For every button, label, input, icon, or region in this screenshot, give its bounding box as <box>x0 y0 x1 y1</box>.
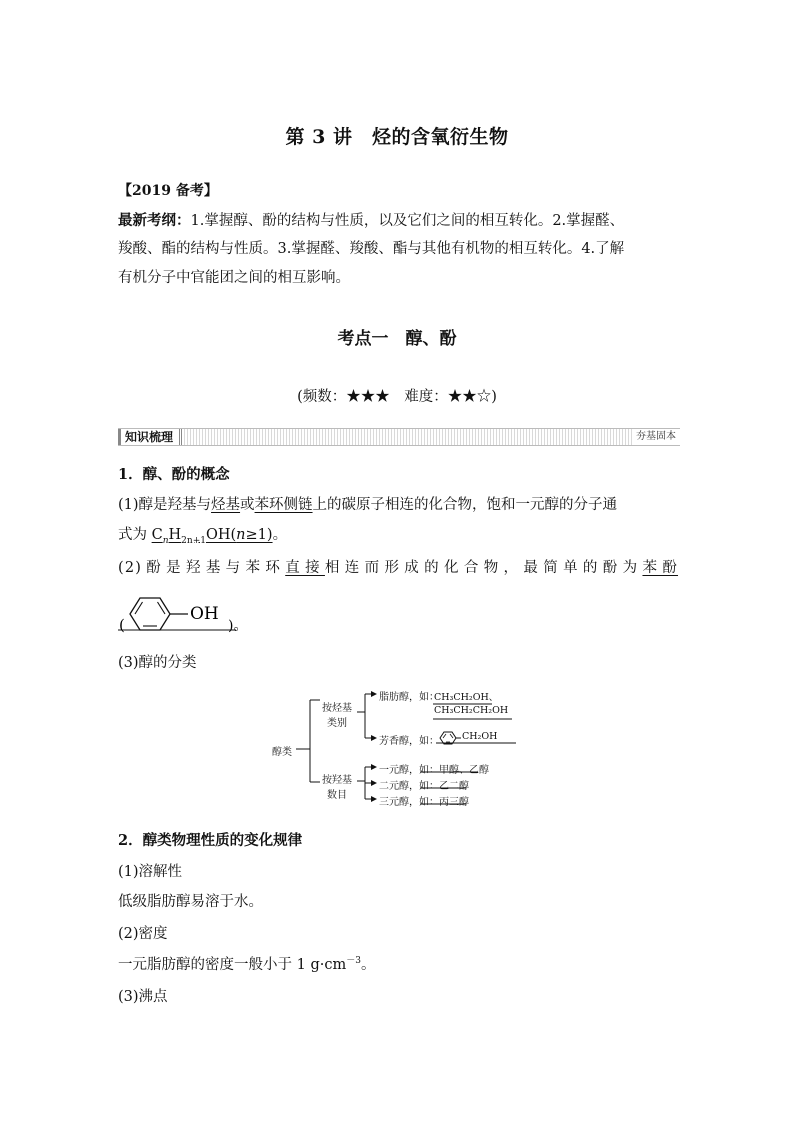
diagram-tri: 三元醇，如：丙三醇 <box>379 797 469 808</box>
phenol-structure <box>118 594 248 634</box>
paragraph-phenol-def: (2)酚是羟基与苯环直接相连而形成的化合物，最简单的酚为苯酚 <box>118 560 679 576</box>
diagram-di: 二元醇，如：乙二醇 <box>379 781 469 792</box>
svg-text:)。: )。 <box>228 618 248 634</box>
prep-tag: 【2019 备考】 <box>118 183 218 199</box>
diagram-aromatic-ex: CH₂OH <box>462 731 498 742</box>
frequency-difficulty: (频数：★★★ 难度：★★☆) <box>297 389 497 405</box>
diagram-by-group-2: 类别 <box>327 718 347 729</box>
diagram-aromatic: 芳香醇，如： <box>379 736 439 747</box>
paragraph-solubility: (1)溶解性 <box>118 864 183 880</box>
syllabus-line-1: 最新考纲：1.掌握醇、酚的结构与性质，以及它们之间的相互转化。2.掌握醛、 <box>118 212 625 229</box>
paragraph-alcohol-def: (1)醇是羟基与烃基或苯环侧链上的碳原子相连的化合物，饱和一元醇的分子通 <box>118 497 618 513</box>
svg-text:(: ( <box>119 616 125 634</box>
phenol-structure-line <box>118 594 248 634</box>
diagram-root: 醇类 <box>272 747 292 758</box>
general-formula: $C_nH_{2n+1}OH(n\ge 1)$ <box>151 527 273 546</box>
paragraph-density: (2)密度 <box>118 926 168 942</box>
diagram-aliphatic-ex1: CH₃CH₂OH、 <box>434 692 499 703</box>
syllabus-line-3: 有机分子中官能团之间的相互影响。 <box>118 270 350 286</box>
diagram-aliphatic-ex2: CH₃CH₂CH₂OH <box>434 705 509 716</box>
banner-label: 知识梳理 <box>118 429 182 445</box>
paragraph-alcohol-formula: 式为 $C_nH_{2n+1}OH(n\ge 1)$。 <box>118 527 288 546</box>
alcohol-classification-diagram <box>270 686 540 810</box>
paragraph-solubility-text: 低级脂肪醇易溶于水。 <box>118 894 263 910</box>
knowledge-banner <box>118 428 680 446</box>
heading-physical-properties: 2．醇类物理性质的变化规律 <box>118 832 303 849</box>
paragraph-boiling-point: (3)沸点 <box>118 989 168 1005</box>
section-title: 考点一 醇、酚 <box>337 329 457 349</box>
diagram-by-group-1: 按烃基 <box>322 703 352 714</box>
diagram-by-count-1: 按羟基 <box>322 775 352 786</box>
page-title: 第 3 讲 烃的含氧衍生物 <box>285 126 509 148</box>
paragraph-density-text: 一元脂肪醇的密度一般小于 1 $g\cdot cm^{-3}$。 <box>118 956 376 973</box>
banner-tag: 夯基固本 <box>632 429 680 445</box>
heading-concepts: 1．醇、酚的概念 <box>118 466 230 483</box>
syllabus-label: 最新考纲： <box>118 212 191 229</box>
svg-text:OH: OH <box>190 604 219 624</box>
diagram-mono: 一元醇，如：甲醇、乙醇 <box>379 765 489 776</box>
benzene-ring-icon <box>130 598 170 630</box>
diagram-aliphatic: 脂肪醇，如： <box>379 692 439 703</box>
syllabus-line-2: 羧酸、酯的结构与性质。3.掌握醛、羧酸、酯与其他有机物的相互转化。4.了解 <box>118 241 625 257</box>
diagram-by-count-2: 数目 <box>327 790 347 801</box>
paragraph-classification: (3)醇的分类 <box>118 655 197 671</box>
